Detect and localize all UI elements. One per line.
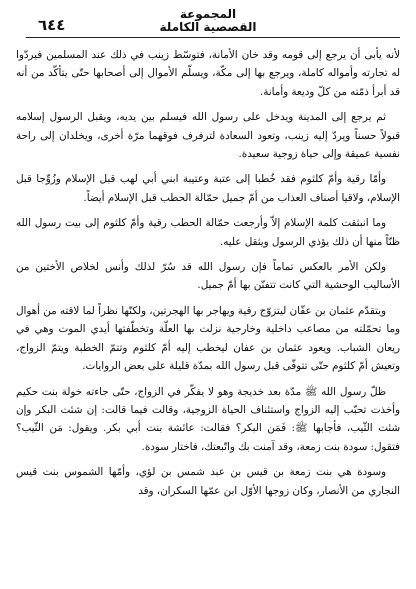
- paragraph: ويتقدّم عثمان بن عفّان ليتزوّج رقية ويهاجر بها الهجرتين، ولكنّها نظراً لما لاقته من أهوال وما تحمّلته من مصاعب داخلية وخارجية نزلت بها العلّة وتخطّفتها أيدي الموت وهي في ريعان الشباب. ويعود عثمان بن عفان ليخطب إليه أمّ كلثوم وتتمّ الخطبة ويتمّ الزواج، وتعيش أمّ كلثوم حتّى تتوفّى قبل رسول الله بمدّة قليلة على بعض الروايات.: [16, 304, 400, 373]
- running-title: [16, 8, 400, 34]
- paragraph: ولكن الأمر بالعكس تماماً فإن رسول الله قد سُرّ لذلك وأنس لخلاص الأختين من الأساليب الوحشية التي كانت تتفنّن بها أمّ جميل.: [16, 261, 400, 292]
- paragraph: ظلّ رسول الله ﷺ مدّة بعد خديجة وهو لا يفكّر في الزواج، حتّى جاءته خولة بنت حكيم وأخذت تحبّب إليه الزواج واستئناف الحياة الزوجية، وقالت فيما قالت: إن شئت البكر وإن شئت الثّيب، فأجابها ﷺ: فَمَن البكر؟ فقالت: عائشة بنت أبي بكر. ويقول: مَن الثّيب؟ فتقول: سودة بنت زمعة، وقد آمنت بك واتّبعتك، فاختار سودة.: [16, 385, 400, 453]
- body-text: [16, 46, 400, 500]
- paragraph: وأمّا رقية وأمّ كلثوم فقد خُطبا إلى عتبة وعتيبة ابني أبي لهب قبل الإسلام وزُوِّجا قبل الإسلام، ولاقيا أصناف العذاب من أمّ جميل حمّالة الحطب قبل الإسلام أيضاً.: [16, 173, 400, 204]
- running-title-line1: المجموعة: [179, 7, 237, 21]
- paragraph: ثم يرجع إلى المدينة ويدخل على رسول الله فيسلم بين يديه، ويقبل الرسول إسلامه قبولاً حسناً ويردّ إليه زينب، وتعود السعادة لترفرف فوقهما مرّة أخرى، ويخلدان إلى راحة نفسية عميقة وإلى حياة زوجية سعيدة.: [16, 111, 400, 161]
- header-divider: [26, 37, 400, 38]
- paragraph: لأنه يأبى أن يرجع إلى قومه وقد خان الأمانة، فتوسّط زينب في ذلك عند المسلمين فيردّوا له تجارته وأمواله كاملة، ويرجع بها إلى مكّة، ويسلّم الأموال إلى أصحابها حتّى يتأكّد من أنه قد أبرأ ذمّته من كلّ وديعة وأمانة.: [16, 49, 400, 98]
- paragraph: وما انبثقت كلمة الإسلام إلاّ وأرجعت حمّالة الحطب رقية وأمّ كلثوم إلى بيت رسول الله ظنّاً منها أن ذلك يؤذي الرسول ويثقل عليه.: [16, 217, 400, 248]
- running-title-line2: القصصية الكاملة: [159, 20, 257, 34]
- paragraph: وسودة هي بنت زمعة بن قيس بن عبد شمس بن لؤي، وأمّها الشموس بنت قيس النجاري من الأنصار، وكان زوجها الأوّل ابن عمّها السكران، وقد: [16, 466, 400, 497]
- page-header: [16, 6, 400, 40]
- page-number: ٦٤٤: [38, 16, 66, 34]
